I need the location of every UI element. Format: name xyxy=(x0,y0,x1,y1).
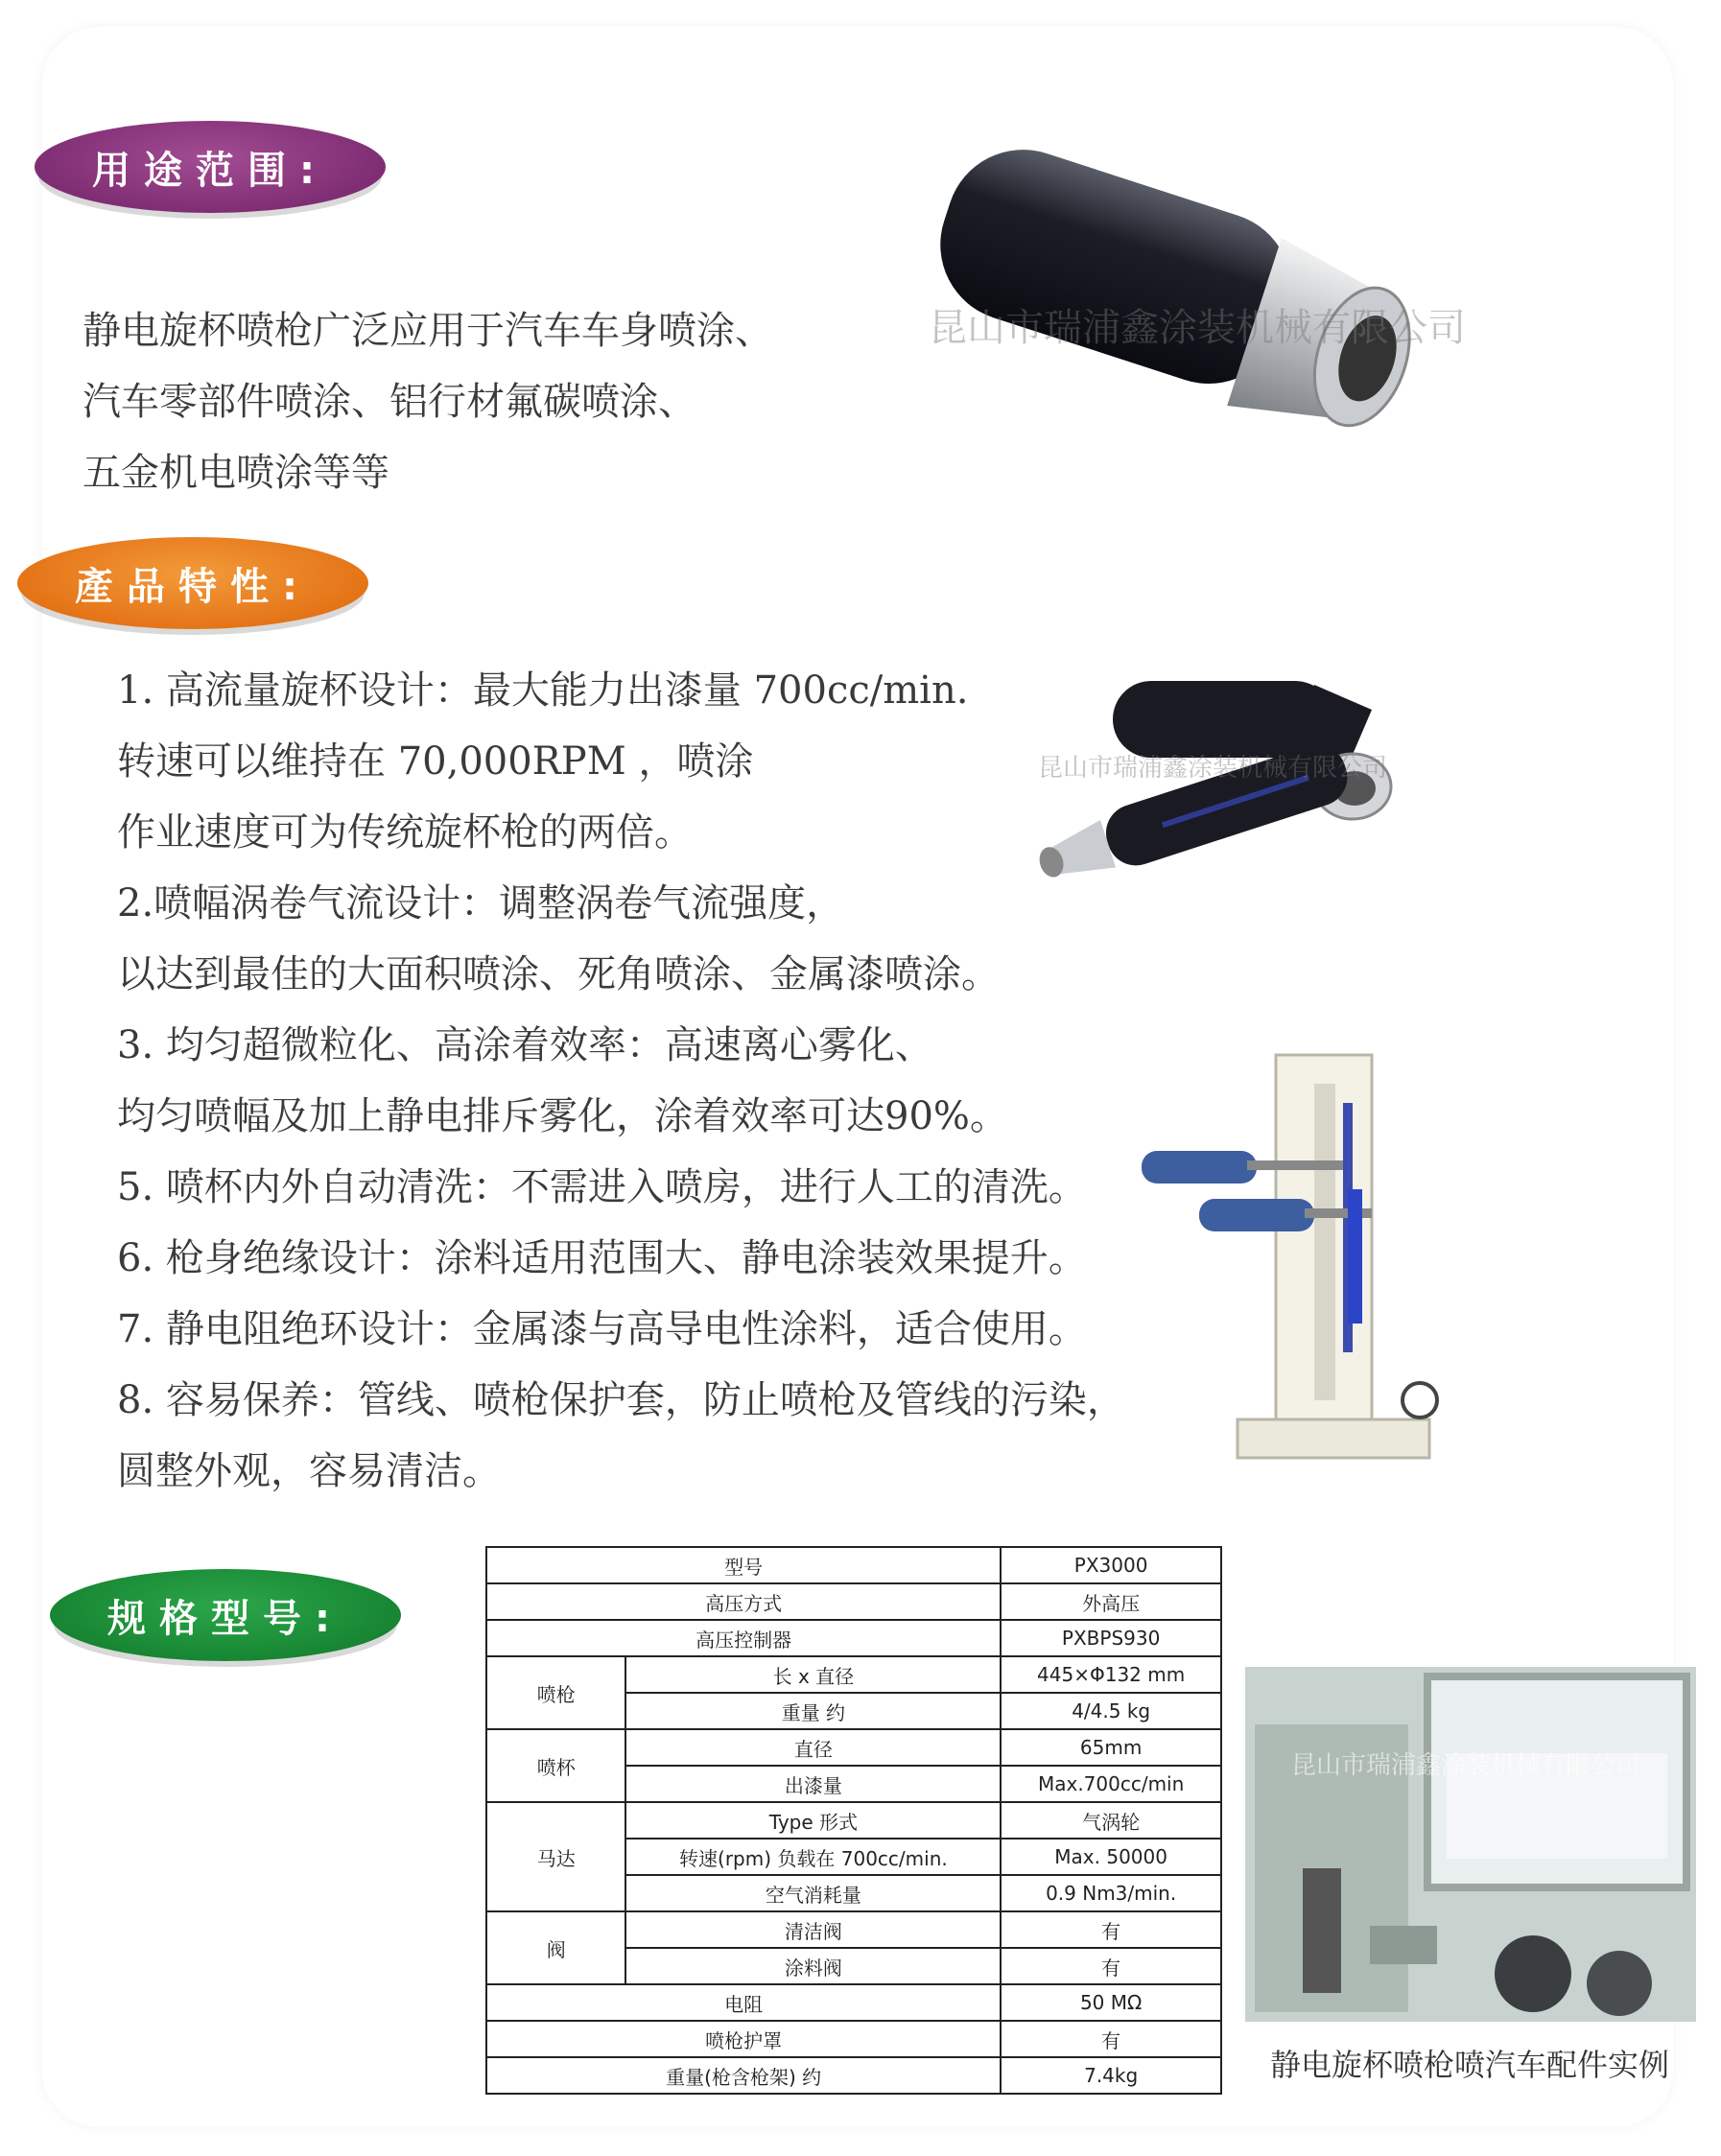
usage-line: 五金机电喷涂等等 xyxy=(83,451,389,495)
photo-caption: 静电旋杯喷枪喷汽车配件实例 xyxy=(1269,2047,1669,2083)
feature-line: 8. 容易保养：管线、喷枪保护套，防止喷枪及管线的污染， xyxy=(117,1378,1125,1422)
watermark: 昆山市瑞浦鑫涂装机械有限公司 xyxy=(929,306,1466,350)
table-row: 喷枪 长 x 直径 445×Φ132 mm xyxy=(486,1656,1221,1693)
table-row: 型号 PX3000 xyxy=(486,1547,1221,1583)
feature-line: 均匀喷幅及加上静电排斥雾化，涂着效率可达90%。 xyxy=(117,1094,1008,1138)
feature-line: 以达到最佳的大面积喷涂、死角喷涂、金属漆喷涂。 xyxy=(117,952,1000,996)
table-row: 重量(枪含枪架) 约 7.4kg xyxy=(486,2057,1221,2094)
watermark: 昆山市瑞浦鑫涂装机械有限公司 xyxy=(1291,1751,1641,1780)
feature-line: 作业速度可为传统旋杯枪的两倍。 xyxy=(117,810,693,855)
feature-line: 7. 静电阻绝环设计：金属漆与高导电性涂料，适合使用。 xyxy=(117,1307,1087,1351)
table-row: 转速(rpm) 负载在 700cc/min. Max. 50000 xyxy=(486,1839,1221,1875)
feature-line: 圆整外观，容易清洁。 xyxy=(117,1449,501,1493)
spray-robot-stand-image xyxy=(1132,1045,1458,1477)
feature-line: 6. 枪身绝缘设计：涂料适用范围大、静电涂装效果提升。 xyxy=(117,1236,1087,1280)
table-row: 空气消耗量 0.9 Nm3/min. xyxy=(486,1875,1221,1911)
table-row: 电阻 50 MΩ xyxy=(486,1984,1221,2021)
feature-line: 转速可以维持在 70,000RPM ，喷涂 xyxy=(117,739,754,784)
spray-booth-photo xyxy=(1245,1667,1696,2022)
table-row: 喷枪护罩 有 xyxy=(486,2021,1221,2057)
table-row: 喷杯 直径 65mm xyxy=(486,1729,1221,1766)
table-row: 高压方式 外高压 xyxy=(486,1583,1221,1620)
specs-heading: 规格型号: xyxy=(50,1569,401,1661)
usage-text xyxy=(83,295,773,508)
feature-line: 5. 喷杯内外自动清洗：不需进入喷房，进行人工的清洗。 xyxy=(117,1165,1087,1209)
watermark: 昆山市瑞浦鑫涂装机械有限公司 xyxy=(1038,754,1388,783)
feature-line: 2.喷幅涡卷气流设计：调整涡卷气流强度， xyxy=(117,881,845,926)
table-row: 出漆量 Max.700cc/min xyxy=(486,1766,1221,1802)
table-row: 涂料阀 有 xyxy=(486,1948,1221,1984)
usage-line: 静电旋杯喷枪广泛应用于汽车车身喷涂、 xyxy=(83,309,773,353)
table-row: 重量 约 4/4.5 kg xyxy=(486,1693,1221,1729)
table-row: 马达 Type 形式 气涡轮 xyxy=(486,1802,1221,1839)
feature-line: 3. 均匀超微粒化、高涂着效率：高速离心雾化、 xyxy=(117,1023,933,1067)
table-row: 阀 清洁阀 有 xyxy=(486,1911,1221,1948)
features-list xyxy=(117,655,1125,1507)
spec-table xyxy=(485,1546,1222,2095)
feature-line: 1. 高流量旋杯设计：最大能力出漆量 700cc/min. xyxy=(117,668,969,713)
features-heading: 產品特性: xyxy=(17,537,368,629)
usage-heading: 用途范围: xyxy=(35,121,386,213)
table-row: 高压控制器 PXBPS930 xyxy=(486,1620,1221,1656)
usage-line: 汽车零部件喷涂、铝行材氟碳喷涂、 xyxy=(83,380,696,424)
